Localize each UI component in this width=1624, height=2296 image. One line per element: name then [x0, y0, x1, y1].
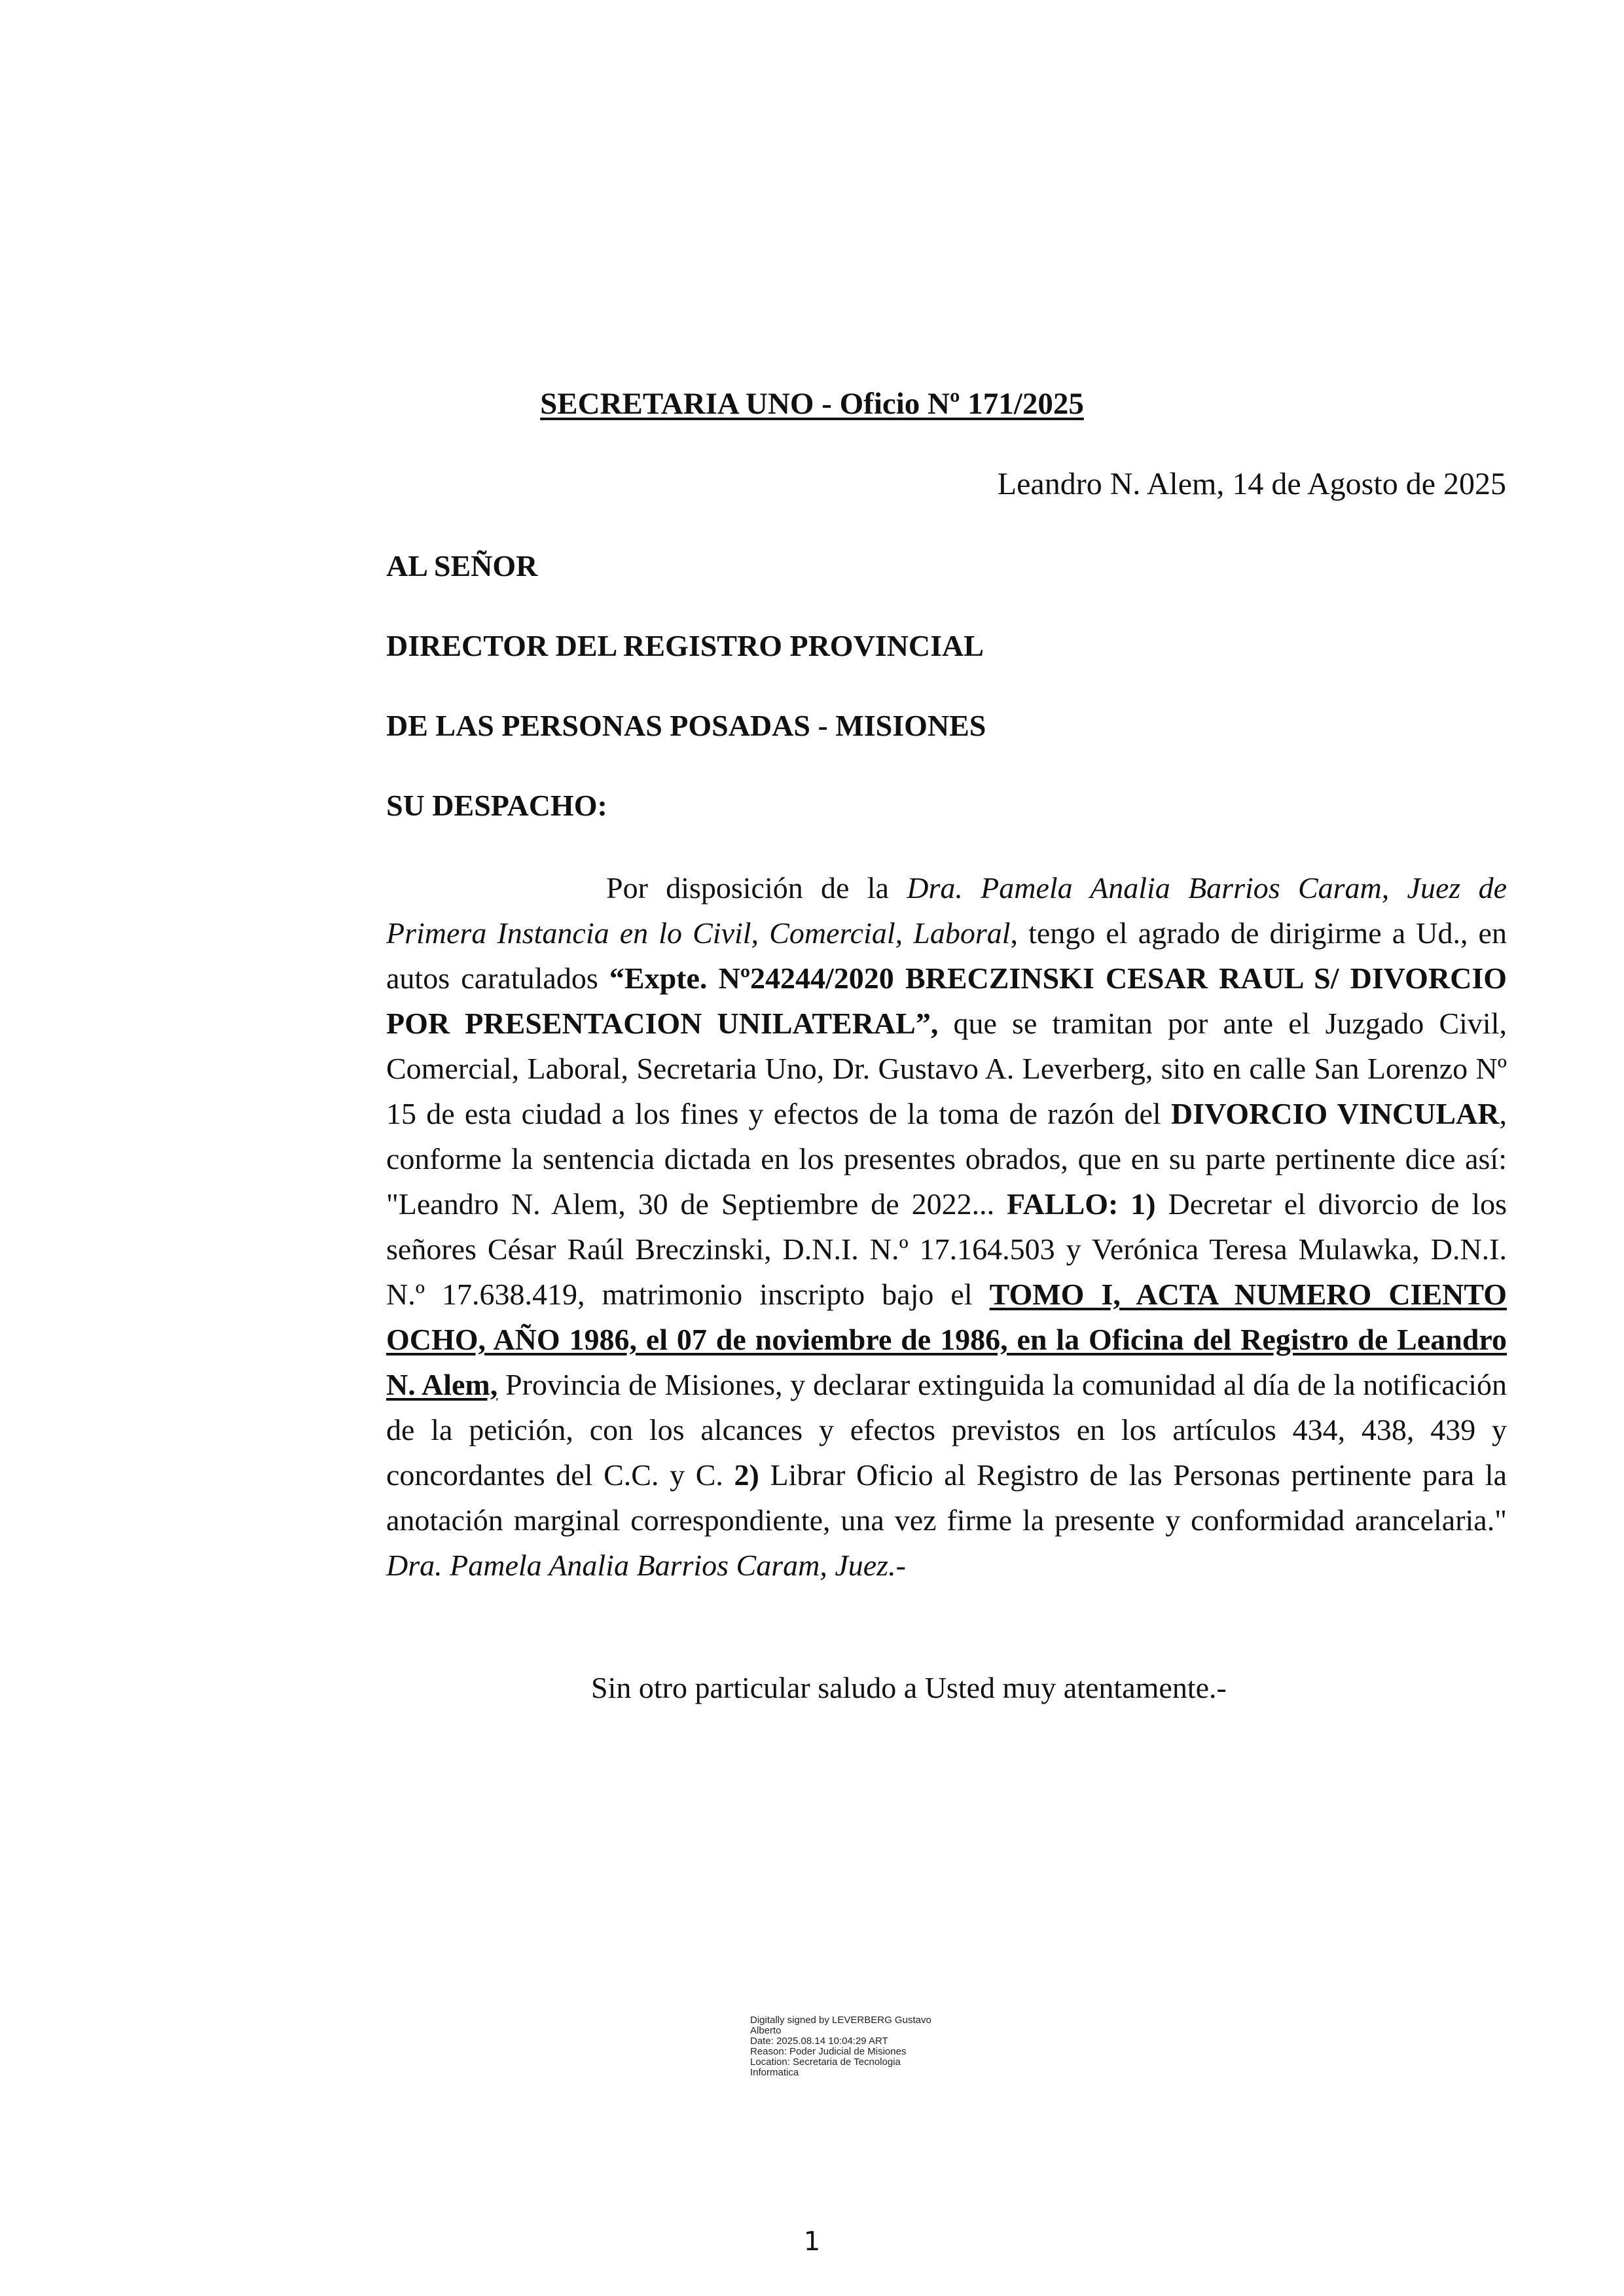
- body-text-2: , tengo el agrado de dirigirme a Ud., en autos caratulados: [386, 916, 1507, 995]
- signature-line-4: Reason: Poder Judicial de Misiones: [750, 2046, 907, 2057]
- body-text-3: que se tramitan por ante el Juzgado Civil, Comercial, Laboral, Secretaria Uno, Dr. Gustavo A. Leverberg, sito en calle San Lorenzo Nº 15 de esta ciudad a los fines y efectos de la toma de razón del: [386, 1007, 1507, 1130]
- body-text-1: Por disposición de la: [606, 871, 907, 905]
- registry-reference: TOMO I, ACTA NUMERO CIENTO OCHO, AÑO 1986, el 07 de noviembre de 1986, en la Oficina del Registro de Leandro N. Alem,: [386, 1278, 1507, 1401]
- addressee-line-1: AL SEÑOR: [386, 549, 538, 583]
- body-text-5: Decretar el divorcio de los señores César Raúl Breczinski, D.N.I. N.º 17.164.503 y Verónica Teresa Mulawka, D.N.I. N.º 17.638.419, matrimonio inscripto bajo el: [386, 1187, 1507, 1311]
- signature-line-6: Informatica: [750, 2067, 799, 2078]
- addressee-line-2: DIRECTOR DEL REGISTRO PROVINCIAL: [386, 629, 984, 662]
- addressee-line-4: SU DESPACHO:: [386, 789, 607, 822]
- divorce-label: DIVORCIO VINCULAR: [1170, 1097, 1500, 1130]
- body-text-7: Librar Oficio al Registro de las Personas pertinente para la anotación marginal correspondiente, una vez firme la presente y conformidad arancelaria.": [386, 1458, 1507, 1537]
- signature-line-3: Date: 2025.08.14 10:04:29 ART: [750, 2036, 888, 2047]
- document-title: SECRETARIA UNO - Oficio Nº 171/2025: [540, 387, 1084, 421]
- fallo-label: FALLO: 1): [1006, 1187, 1156, 1221]
- signature-line-5: Location: Secretaria de Tecnologia: [750, 2056, 901, 2068]
- digital-signature-stamp: [750, 2015, 931, 2078]
- body-text-6: Provincia de Misiones, y declarar extinguida la comunidad al día de la notificación de la petición, con los alcances y efectos previstos en los artículos 434, 438, 439 y concordantes del C.C. y C.: [386, 1368, 1507, 1492]
- place-date: Leandro N. Alem, 14 de Agosto de 2025: [997, 467, 1506, 501]
- signature-line-1: Digitally signed by LEVERBERG Gustavo: [750, 2015, 931, 2026]
- closing-line: Sin otro particular saludo a Usted muy atentamente.-: [591, 1671, 1227, 1704]
- body-paragraph: [386, 865, 1507, 1588]
- item-2-label: 2): [734, 1458, 759, 1492]
- judge-signature-text: Dra. Pamela Analia Barrios Caram, Juez.-: [386, 1549, 906, 1582]
- case-title: “Expte. Nº24244/2020 BRECZINSKI CESAR RAUL S/ DIVORCIO POR PRESENTACION UNILATERAL”,: [386, 961, 1507, 1040]
- addressee-line-3: DE LAS PERSONAS POSADAS - MISIONES: [386, 709, 986, 742]
- signature-line-2: Alberto: [750, 2025, 782, 2036]
- page-number: 1: [803, 2227, 821, 2257]
- body-text-4: , conforme la sentencia dictada en los presentes obrados, que en su parte pertinente dice así: "Leandro N. Alem, 30 de Septiembre de 2022...: [386, 1097, 1507, 1221]
- judge-intro: Dra. Pamela Analia Barrios Caram, Juez de Primera Instancia en lo Civil, Comercial, Laboral: [386, 871, 1507, 950]
